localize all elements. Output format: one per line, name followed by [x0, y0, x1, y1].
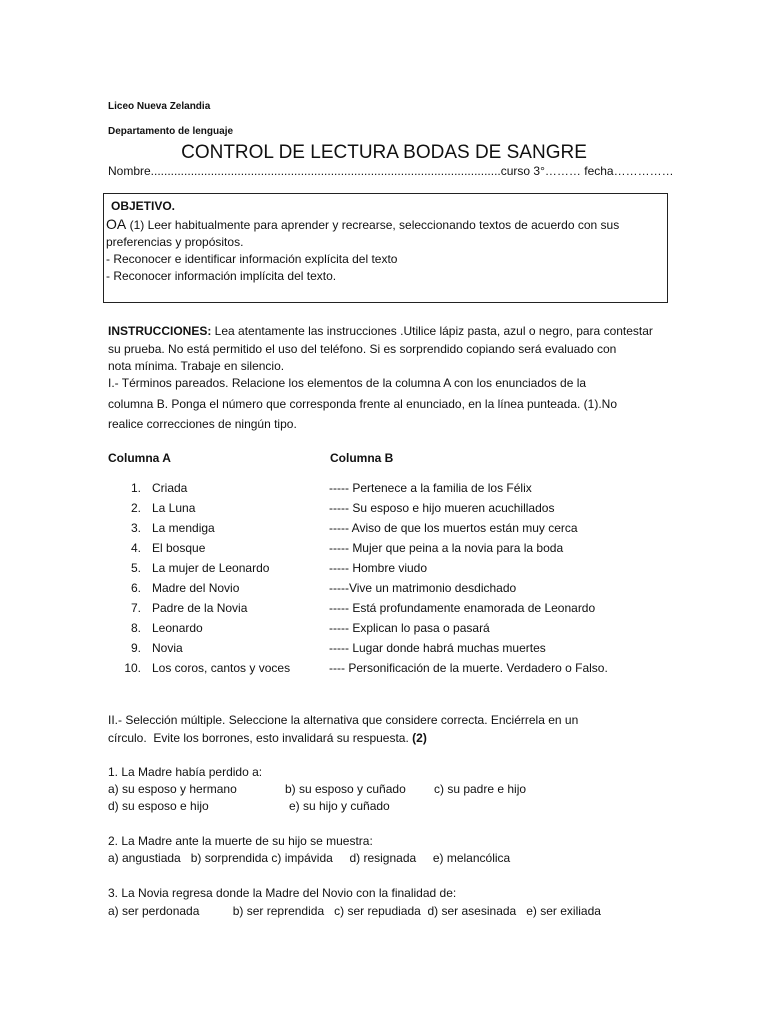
- matching-row: [107, 621, 707, 641]
- section1-line-3: realice correcciones de ningún tipo.: [108, 417, 297, 431]
- column-b-item[interactable]: ----- Mujer que peina a la novia para la boda: [329, 541, 564, 555]
- q1-option-c[interactable]: c) su padre e hijo: [434, 782, 527, 796]
- q1-option-b[interactable]: b) su esposo y cuñado: [285, 782, 406, 796]
- column-b-item[interactable]: ----- Está profundamente enamorada de Leonardo: [329, 601, 596, 615]
- column-b-header: Columna B: [330, 451, 394, 465]
- objective-line-4: - Reconocer información implícita del texto.: [106, 269, 337, 283]
- column-a-item: Novia: [152, 641, 183, 655]
- column-b-item[interactable]: ----- Explican lo pasa o pasará: [329, 621, 490, 635]
- objective-line-3: - Reconocer e identificar información explícita del texto: [106, 252, 398, 266]
- column-b-item[interactable]: ----- Hombre viudo: [329, 561, 428, 575]
- matching-row: [107, 661, 707, 681]
- column-a-item: Los coros, cantos y voces: [152, 661, 291, 675]
- question-2: 2. La Madre ante la muerte de su hijo se muestra:: [108, 834, 373, 848]
- section2-line-1: II.- Selección múltiple. Seleccione la alternativa que considere correcta. Enciérrela en un: [108, 713, 579, 727]
- matching-row: [107, 521, 707, 541]
- school-name: Liceo Nueva Zelandia: [108, 101, 211, 112]
- name-line: Nombre.........................................................................................................curso 3°……… fecha……………: [108, 164, 674, 178]
- objective-text-1: (1) Leer habitualmente para aprender y recrearse, seleccionando textos de acuerdo con sus: [126, 218, 620, 232]
- row-number: 7.: [130, 601, 141, 615]
- column-a-item: Leonardo: [152, 621, 203, 635]
- question-3: 3. La Novia regresa donde la Madre del Novio con la finalidad de:: [108, 886, 457, 900]
- matching-row: [107, 541, 707, 561]
- row-number: 6.: [130, 581, 141, 595]
- question-1: 1. La Madre había perdido a:: [108, 765, 263, 779]
- column-a-item: Madre del Novio: [152, 581, 240, 595]
- column-b-item[interactable]: ----- Lugar donde habrá muchas muertes: [329, 641, 546, 655]
- matching-list: [107, 481, 707, 681]
- instructions-line-3: nota mínima. Trabaje en silencio.: [108, 359, 285, 373]
- q1-option-d[interactable]: d) su esposo e hijo: [108, 799, 209, 813]
- instructions-text-1: Lea atentamente las instrucciones .Utilice lápiz pasta, azul o negro, para contestar: [211, 324, 653, 338]
- q2-options[interactable]: a) angustiada b) sorprendida c) impávida d) resignada e) melancólica: [108, 851, 511, 865]
- section2-points: (2): [412, 731, 427, 745]
- column-a-item: La mujer de Leonardo: [152, 561, 270, 575]
- row-number: 8.: [130, 621, 141, 635]
- matching-row: [107, 561, 707, 581]
- column-a-item: Criada: [152, 481, 188, 495]
- section1-line-1: I.- Términos pareados. Relacione los elementos de la columna A con los enunciados de la: [108, 376, 587, 390]
- column-a-item: La Luna: [152, 501, 196, 515]
- section2-line-2: [108, 730, 427, 747]
- instructions-line-2: su prueba. No está permitido el uso del teléfono. Si es sorprendido copiando será evaluado con: [108, 342, 617, 356]
- matching-row: [107, 601, 707, 621]
- q3-options[interactable]: a) ser perdonada b) ser reprendida c) ser repudiada d) ser asesinada e) ser exiliada: [108, 904, 601, 918]
- instructions-line-1: [108, 323, 653, 340]
- matching-row: [107, 641, 707, 661]
- objective-line-1: [106, 216, 619, 234]
- row-number: 3.: [130, 521, 141, 535]
- department-name: Departamento de lenguaje: [108, 126, 234, 137]
- column-a-header: Columna A: [108, 451, 171, 465]
- matching-row: [107, 581, 707, 601]
- column-a-item: El bosque: [152, 541, 206, 555]
- section1-line-2: columna B. Ponga el número que corresponda frente al enunciado, en la línea punteada. (1).No: [108, 397, 618, 411]
- column-b-item[interactable]: ----- Su esposo e hijo mueren acuchillados: [329, 501, 555, 515]
- column-b-item[interactable]: -----Vive un matrimonio desdichado: [329, 581, 517, 595]
- oa-prefix: OA: [106, 216, 127, 232]
- section2-text-2: círculo. Evite los borrones, esto invalidará su respuesta.: [108, 731, 413, 745]
- row-number: 9.: [130, 641, 141, 655]
- objective-heading: OBJETIVO.: [111, 199, 176, 213]
- column-b-item[interactable]: ----- Pertenece a la familia de los Félix: [329, 481, 532, 495]
- q1-option-e[interactable]: e) su hijo y cuñado: [289, 799, 390, 813]
- objective-line-2: preferencias y propósitos.: [106, 235, 244, 249]
- instructions-label: INSTRUCCIONES:: [108, 324, 212, 338]
- row-number: 1.: [130, 481, 141, 495]
- matching-row: [107, 481, 707, 501]
- q1-option-a[interactable]: a) su esposo y hermano: [108, 782, 237, 796]
- row-number: 10.: [124, 661, 141, 675]
- row-number: 2.: [130, 501, 141, 515]
- page-title: CONTROL DE LECTURA BODAS DE SANGRE: [181, 142, 587, 163]
- column-a-item: La mendiga: [152, 521, 215, 535]
- column-b-item[interactable]: ----- Aviso de que los muertos están muy cerca: [329, 521, 578, 535]
- column-a-item: Padre de la Novia: [152, 601, 248, 615]
- row-number: 5.: [130, 561, 141, 575]
- matching-row: [107, 501, 707, 521]
- column-b-item[interactable]: ---- Personificación de la muerte. Verdadero o Falso.: [329, 661, 608, 675]
- row-number: 4.: [130, 541, 141, 555]
